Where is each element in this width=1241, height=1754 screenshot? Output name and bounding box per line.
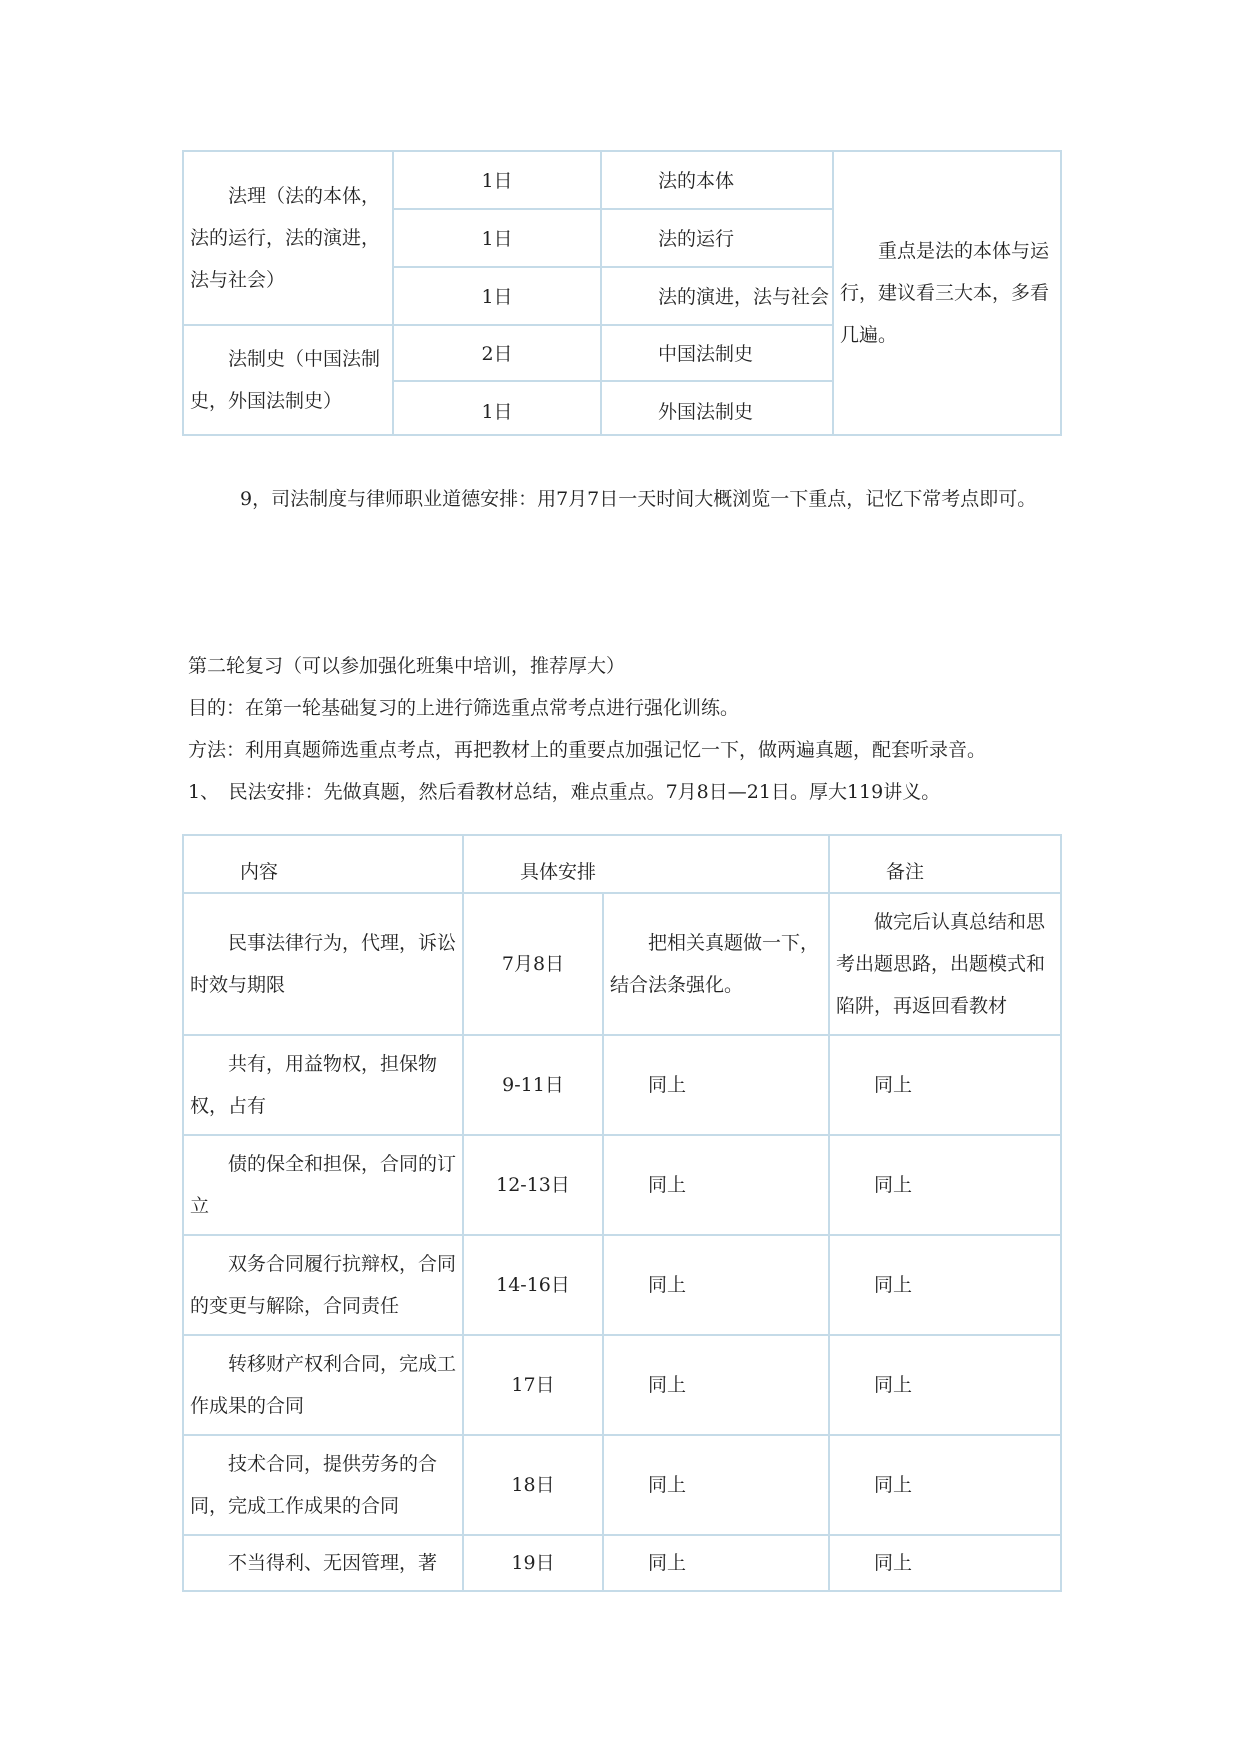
goal-paragraph: 目的：在第一轮基础复习的上进行筛选重点常考点进行强化训练。	[188, 697, 740, 719]
table-row-content: 不当得利、无因管理，著	[183, 1535, 463, 1591]
table-row-note: 同上	[829, 1335, 1061, 1435]
header-content: 内容	[183, 835, 463, 893]
days-cell: 1日	[393, 267, 601, 325]
item-1-paragraph: 1、 民法安排：先做真题，然后看教材总结，难点重点。7月8日—21日。厚大119讲义。	[188, 781, 941, 803]
table-row-note: 同上	[829, 1235, 1061, 1335]
table-row-note: 同上	[829, 1135, 1061, 1235]
schedule-table-1	[182, 150, 1062, 436]
table-row-date: 14-16日	[463, 1235, 603, 1335]
days-cell: 1日	[393, 381, 601, 435]
schedule-table-2	[182, 834, 1062, 1592]
item-9-paragraph: 9，司法制度与律师职业道德安排：用7月7日一天时间大概浏览一下重点，记忆下常考点即可。	[240, 488, 1037, 510]
table-row-note: 做完后认真总结和思考出题思路，出题模式和陷阱，再返回看教材	[829, 893, 1061, 1035]
note-cell: 重点是法的本体与运行，建议看三大本，多看几遍。	[833, 151, 1061, 435]
table-row-content: 双务合同履行抗辩权，合同的变更与解除，合同责任	[183, 1235, 463, 1335]
content-cell: 法的演进，法与社会	[601, 267, 833, 325]
content-cell: 法的运行	[601, 209, 833, 267]
table-row-plan: 同上	[603, 1335, 829, 1435]
table-row-date: 17日	[463, 1335, 603, 1435]
table-row-plan: 同上	[603, 1135, 829, 1235]
table-row-content: 技术合同，提供劳务的合同，完成工作成果的合同	[183, 1435, 463, 1535]
table-row-plan: 同上	[603, 1235, 829, 1335]
table-row-note: 同上	[829, 1535, 1061, 1591]
header-note: 备注	[829, 835, 1061, 893]
table-row-plan: 把相关真题做一下，结合法条强化。	[603, 893, 829, 1035]
subject-cell: 法制史（中国法制史，外国法制史）	[183, 325, 393, 435]
table-row-date: 18日	[463, 1435, 603, 1535]
table-row-note: 同上	[829, 1435, 1061, 1535]
table-row-content: 转移财产权利合同，完成工作成果的合同	[183, 1335, 463, 1435]
table-row-content: 债的保全和担保，合同的订立	[183, 1135, 463, 1235]
table-row-note: 同上	[829, 1035, 1061, 1135]
table-row-plan: 同上	[603, 1535, 829, 1591]
table-row-date: 9-11日	[463, 1035, 603, 1135]
table-row-content: 民事法律行为，代理，诉讼时效与期限	[183, 893, 463, 1035]
subject-cell: 法理（法的本体，法的运行，法的演进，法与社会）	[183, 151, 393, 325]
section-title: 第二轮复习（可以参加强化班集中培训，推荐厚大）	[188, 655, 626, 677]
header-schedule: 具体安排	[463, 835, 829, 893]
days-cell: 1日	[393, 151, 601, 209]
days-cell: 2日	[393, 325, 601, 381]
table-row-date: 12-13日	[463, 1135, 603, 1235]
table-row-date: 19日	[463, 1535, 603, 1591]
method-paragraph: 方法：利用真题筛选重点考点，再把教材上的重要点加强记忆一下，做两遍真题，配套听录音。	[188, 739, 987, 761]
content-cell: 法的本体	[601, 151, 833, 209]
table-row-plan: 同上	[603, 1435, 829, 1535]
table-row-date: 7月8日	[463, 893, 603, 1035]
table-row-plan: 同上	[603, 1035, 829, 1135]
table-row-content: 共有，用益物权，担保物权，占有	[183, 1035, 463, 1135]
content-cell: 中国法制史	[601, 325, 833, 381]
content-cell: 外国法制史	[601, 381, 833, 435]
days-cell: 1日	[393, 209, 601, 267]
